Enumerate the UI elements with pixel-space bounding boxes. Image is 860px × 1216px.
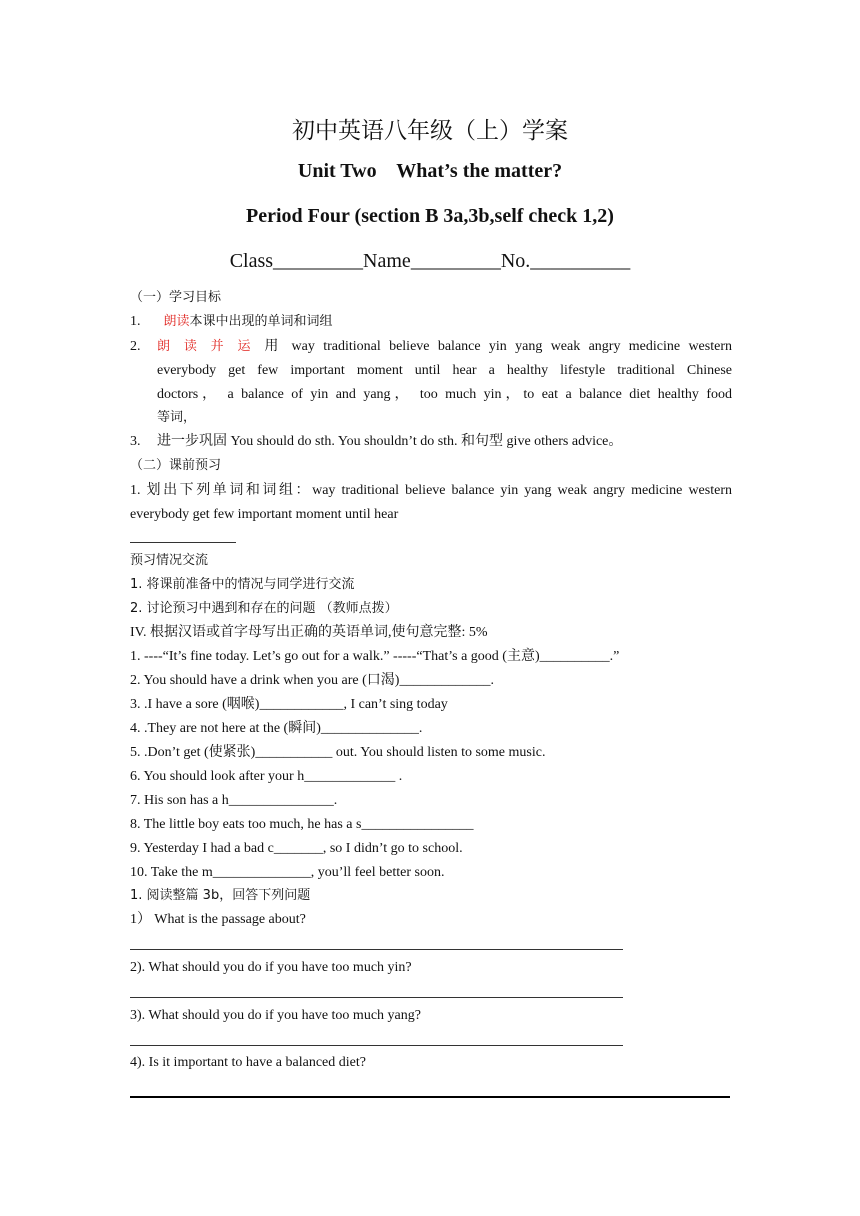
goal-item-2-line-1-text: 用 way traditional believe balance yin yang weak angry medicine western — [264, 339, 732, 354]
goal-item-2-highlight: 朗读并运 — [157, 339, 265, 354]
preview-line-1: 1. 划出下列单词和词组：way traditional believe balance yin yang weak angry medicine western — [130, 483, 732, 498]
goal-item-2-line-4: 等词， — [157, 410, 197, 425]
answer-line — [130, 1045, 623, 1046]
exercise-item: 7. His son has a h_______________. — [130, 793, 338, 808]
goal-item-2-line-3: doctors， a balance of yin and yang， too much yin，to eat a balance diet healthy food — [157, 387, 732, 402]
reading-question-1: 1） What is the passage about? — [130, 912, 306, 927]
goal-item-1-highlight: 朗读 — [163, 314, 190, 329]
exchange-item-2: 2. 讨论预习中遇到和存在的问题 （教师点拨） — [130, 601, 398, 616]
answer-line — [130, 997, 623, 998]
exercise-item: 6. You should look after your h_____________ . — [130, 769, 403, 784]
goal-item-1-number: 1. — [130, 314, 141, 329]
preview-line-2: everybody get few important moment until hear — [130, 507, 399, 522]
exercise-item: 1. ----“It’s fine today. Let’s go out for a walk.” -----“That’s a good (主意)__________.” — [130, 649, 620, 664]
answer-line — [130, 949, 623, 950]
unit-title: Unit Two What’s the matter? — [297, 160, 563, 182]
page-title: 初中英语八年级（上）学案 — [292, 118, 568, 144]
exercise-item: 4. .They are not here at the (瞬间)______________. — [130, 721, 423, 736]
class-name-number-line: Class_________Name_________No.__________ — [229, 250, 631, 272]
exercise-item: 8. The little boy eats too much, he has a s________________ — [130, 817, 474, 832]
exercise-item: 2. You should have a drink when you are (口渴)_____________. — [130, 673, 494, 688]
reading-question-3: 3). What should you do if you have too much yang? — [130, 1008, 421, 1023]
section1-heading: （一）学习目标 — [130, 290, 222, 305]
section2-heading: （二）课前预习 — [130, 458, 222, 473]
reading-heading: 1. 阅读整篇 3b，回答下列问题 — [130, 888, 311, 903]
goal-item-1 — [130, 312, 333, 332]
exchange-item-1: 1. 将课前准备中的情况与同学进行交流 — [130, 577, 355, 592]
exercise-item: 3. .I have a sore (咽喉)____________, I can’t sing today — [130, 697, 448, 712]
goal-item-3-number: 3. — [130, 434, 141, 449]
part4-heading: IV. 根据汉语或首字母写出正确的英语单词,使句意完整: 5% — [130, 625, 488, 640]
period-title: Period Four (section B 3a,3b,self check 1,2) — [246, 205, 614, 227]
reading-question-4: 4). Is it important to have a balanced diet? — [130, 1055, 366, 1070]
exercise-item: 5. .Don’t get (使紧张)___________ out. You should listen to some music. — [130, 745, 546, 760]
exercise-item: 9. Yesterday I had a bad c_______, so I didn’t go to school. — [130, 841, 463, 856]
goal-item-1-text: 本课中出现的单词和词组 — [189, 314, 333, 329]
goal-item-3-text: 进一步巩固 You should do sth. You shouldn’t do sth. 和句型 give others advice。 — [157, 434, 623, 449]
bottom-divider — [130, 1096, 730, 1098]
exchange-heading: 预习情况交流 — [130, 553, 209, 568]
exercise-item: 10. Take the m______________, you’ll feel better soon. — [130, 865, 445, 880]
preview-answer-line — [130, 542, 236, 543]
goal-item-2-line-1 — [157, 337, 732, 357]
reading-question-2: 2). What should you do if you have too much yin? — [130, 960, 412, 975]
goal-item-2-number: 2. — [130, 339, 141, 354]
goal-item-2-line-2: everybody get few important moment until hear a healthy lifestyle traditional Chinese — [157, 363, 732, 378]
